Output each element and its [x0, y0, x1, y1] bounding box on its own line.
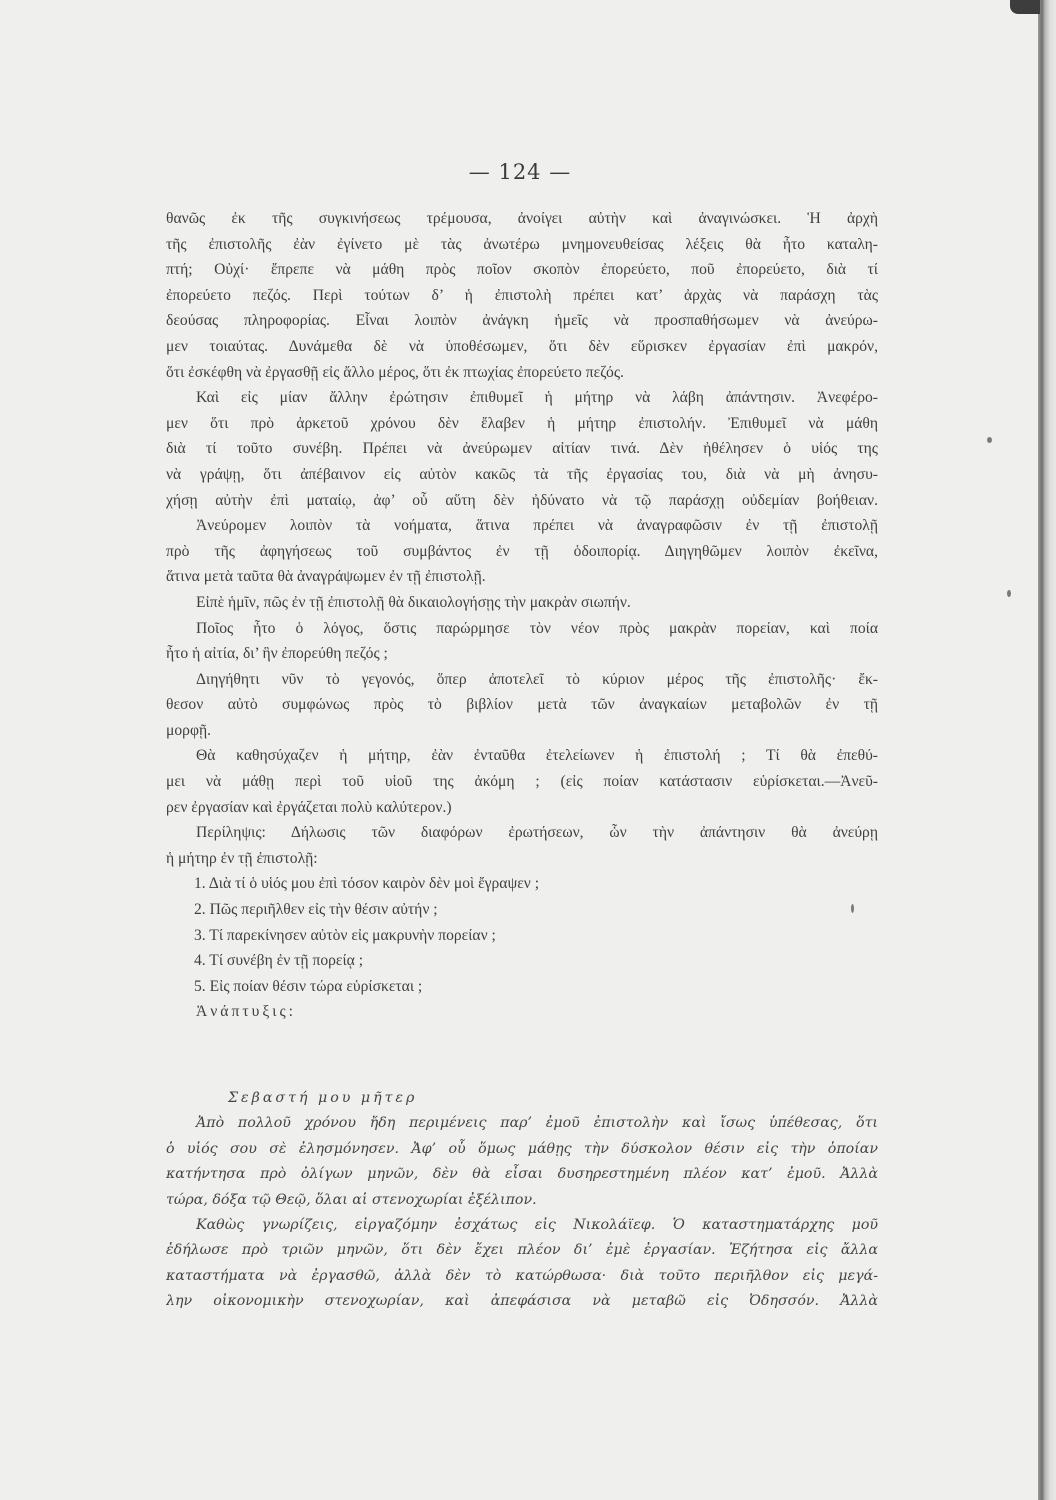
text-line: τῆς ἐπιστολῆς ἐὰν ἐγίνετο μὲ τὰς ἀνωτέρω μνημονευθείσας λέξεις θὰ ἦτο καταλη-: [166, 235, 878, 253]
sample-letter: [166, 1086, 878, 1315]
text-line: Ἀνεύρομεν λοιπὸν τὰ νοήματα, ἅτινα πρέπει νὰ ἀναγραφῶσιν ἐν τῇ ἐπιστολῇ: [196, 517, 878, 535]
list-item: 2. Πῶς περιῆλθεν εἰς τὴν θέσιν αὐτήν ;: [194, 901, 438, 919]
text-line: θανῶς ἐκ τῆς συγκινήσεως τρέμουσα, ἀνοίγει αὐτὴν καὶ ἀναγινώσκει. Ἡ ἀρχὴ: [166, 210, 878, 227]
question-line: μει νὰ μάθῃ περὶ τοῦ υἱοῦ της ἀκόμη ; (εἰς ποίαν κατάστασιν εὑρίσκεται.—Ἀνεῦ-: [166, 773, 878, 791]
text-line: δεούσας πληροφορίας. Εἶναι λοιπὸν ἀνάγκη ἡμεῖς νὰ προσπαθήσωμεν νὰ ἀνεύρω-: [166, 312, 878, 330]
list-item: 5. Εἰς ποίαν θέσιν τώρα εὑρίσκεται ;: [194, 977, 423, 995]
question-line: μορφῇ.: [166, 721, 211, 739]
letter-line: κατήντησα πρὸ ὀλίγων μηνῶν, δὲν θὰ εἶσαι δυσηρεστημένη πλέον κατ’ ἐμοῦ. Ἀλλὰ: [166, 1166, 878, 1183]
letter-line: λην οἰκονομικὴν στενοχωρίαν, καὶ ἀπεφάσισα νὰ μεταβῶ εἰς Ὀδησσόν. Ἀλλὰ: [166, 1293, 878, 1310]
letter-line: Καθὼς γνωρίζεις, εἰργαζόμην ἐσχάτως εἰς Νικολάϊεφ. Ὁ καταστηματάρχης μοῦ: [196, 1216, 878, 1233]
question-line: Εἰπὲ ἡμῖν, πῶς ἐν τῇ ἐπιστολῇ θὰ δικαιολογήσῃς τὴν μακρὰν σιωπήν.: [196, 593, 631, 611]
text-line: νὰ γράψῃ, ὅτι ἀπέβαινον εἰς αὐτὸν κακῶς τὰ τῆς ἐργασίας του, διὰ νὰ μὴ ἀνησυ-: [166, 465, 878, 483]
letter-line: καταστήματα νὰ ἐργασθῶ, ἀλλὰ δὲν τὸ κατώρθωσα· διὰ τοῦτο περιῆλθον εἰς μεγά-: [166, 1267, 878, 1284]
text-line: ἐπορεύετο πεζός. Περὶ τούτων δ’ ἡ ἐπιστολὴ πρέπει κατ’ ἀρχὰς νὰ παράσχη τὰς: [166, 286, 878, 304]
question-line: Θὰ καθησύχαζεν ἡ μήτηρ, ἐὰν ἐνταῦθα ἐτελείωνεν ἡ ἐπιστολή ; Τί θὰ ἐπεθύ-: [196, 747, 878, 765]
text-line: ὅτι ἐσκέφθη νὰ ἐργασθῇ εἰς ἄλλο μέρος, ὅτι ἐκ πτωχίας ἐπορεύετο πεζός.: [166, 363, 624, 381]
list-item: 3. Τί παρεκίνησεν αὐτὸν εἰς μακρυνὴν πορείαν ;: [194, 926, 496, 944]
paper-speck: [1007, 590, 1011, 597]
summary-line: ἡ μήτηρ ἐν τῇ ἐπιστολῇ:: [166, 849, 318, 867]
page-number: — 124 —: [468, 160, 572, 184]
text-line: μεν ὅτι πρὸ ἀρκετοῦ χρόνου δὲν ἔλαβεν ἡ μήτηρ ἐπιστολήν. Ἐπιθυμεῖ νὰ μάθη: [166, 414, 878, 432]
question-line: ρεν ἐργασίαν καὶ ἐργάζεται πολὺ καλύτερον.): [166, 798, 452, 816]
paper-speck: [851, 904, 854, 913]
text-line: χήσῃ αὐτὴν ἐπὶ ματαίῳ, ἀφ’ οὗ αὕτη δὲν ἠδύνατο νὰ τῷ παράσχῃ οὐδεμίαν βοήθειαν.: [166, 491, 878, 509]
letter-salutation: Σεβαστή μου μῆτερ: [228, 1090, 418, 1106]
summary-line: Περίληψις: Δήλωσις τῶν διαφόρων ἐρωτήσεων, ὧν τὴν ἀπάντησιν θὰ ἀνεύρῃ: [196, 824, 878, 842]
letter-line: ἐδήλωσε πρὸ τριῶν μηνῶν, ὅτι δὲν ἔχει πλέον δι’ ἐμὲ ἐργασίαν. Ἐζήτησα εἰς ἄλλα: [166, 1242, 878, 1259]
letter-line: Ἀπὸ πολλοῦ χρόνου ἤδη περιμένεις παρ’ ἐμοῦ ἐπιστολὴν καὶ ἴσως ὑπέθεσας, ὅτι: [196, 1115, 878, 1132]
question-line: Ποῖος ἦτο ὁ λόγος, ὅστις παρώρμησε τὸν νέον πρὸς μακρὰν πορείαν, καὶ ποία: [196, 619, 878, 637]
question-line: θεσον αὐτὸ συμφώνως πρὸς τὸ βιβλίον μετὰ τῶν ἀναγκαίων μεταβολῶν ἐν τῇ: [166, 696, 878, 714]
text-line: μεν τοιαύτας. Δυνάμεθα δὲ νὰ ὑποθέσωμεν, ὅτι δὲν εὕρισκεν ἐργασίαν ἐπὶ μακρόν,: [166, 337, 878, 355]
list-item: 4. Τί συνέβη ἐν τῇ πορείᾳ ;: [194, 952, 364, 970]
body-text: [166, 206, 878, 1025]
text-line: ἅτινα μετὰ ταῦτα θὰ ἀναγράψωμεν ἐν τῇ ἐπιστολῇ.: [166, 568, 486, 586]
letter-line: τώρα, δόξα τῷ Θεῷ, ὅλαι αἱ στενοχωρίαι ἐξέλιπον.: [166, 1191, 537, 1208]
question-line: ἦτο ἡ αἰτία, δι’ ἣν ἐπορεύθη πεζός ;: [166, 645, 388, 663]
letter-line: ὁ υἱός σου σὲ ἐλησμόνησεν. Ἀφ’ οὗ ὅμως μάθῃς τὴν δύσκολον θέσιν εἰς τὴν ὁποίαν: [166, 1140, 878, 1157]
paper-speck: [987, 437, 992, 443]
text-line: διὰ τί τοῦτο συνέβη. Πρέπει νὰ ἀνεύρωμεν αἰτίαν τινά. Δὲν ἠθέλησεν ὁ υἱός της: [166, 440, 878, 458]
text-line: πρὸ τῆς ἀφηγήσεως τοῦ συμβάντος ἐν τῇ ὁδοιπορίᾳ. Διηγηθῶμεν λοιπὸν ἐκεῖνα,: [166, 542, 878, 560]
text-line: πτή; Οὐχί· ἔπρεπε νὰ μάθη πρὸς ποῖον σκοπὸν ἐπορεύετο, ποῦ ἐπορεύετο, διὰ τί: [166, 261, 878, 279]
page-edge-shadow: [1038, 0, 1056, 1500]
text-line: Καὶ εἰς μίαν ἄλλην ἐρώτησιν ἐπιθυμεῖ ἡ μήτηρ νὰ λάβη ἀπάντησιν. Ἀνεφέρο-: [196, 389, 878, 407]
list-item: 1. Διὰ τί ὁ υἱός μου ἐπὶ τόσον καιρὸν δὲν μοὶ ἔγραψεν ;: [194, 875, 540, 893]
question-line: Διηγήθητι νῦν τὸ γεγονός, ὅπερ ἀποτελεῖ τὸ κύριον μέρος τῆς ἐπιστολῆς· ἔκ-: [196, 670, 878, 688]
binding-corner: [1010, 0, 1040, 14]
development-heading: Ἀνάπτυξις:: [196, 1003, 296, 1021]
